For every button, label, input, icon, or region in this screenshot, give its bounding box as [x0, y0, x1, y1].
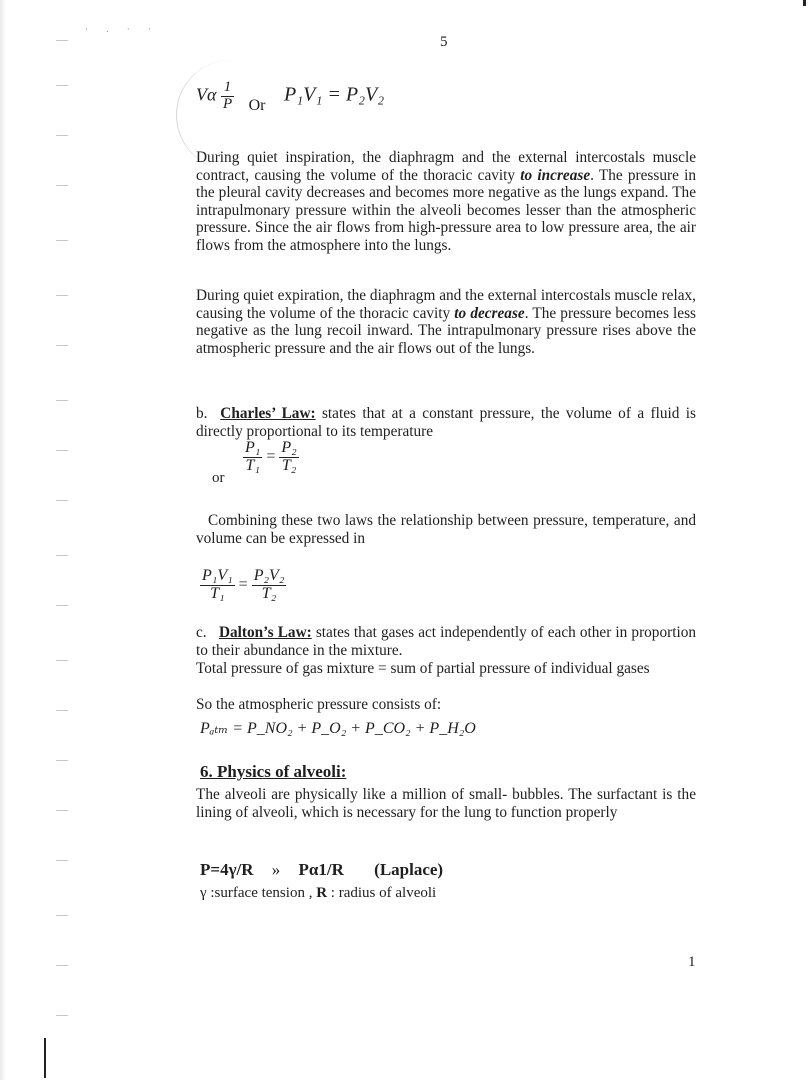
charles-law-paragraph: b. Charles’ Law: states that at a constant pressure, the volume of a fluid is directly proportional to its temperature [196, 405, 696, 440]
emphasis-increase: to increase [520, 166, 591, 184]
margin-mark [56, 240, 68, 241]
dalton-law-heading: Dalton’s Law: [218, 624, 312, 641]
margin-mark [56, 965, 68, 966]
laplace-formula: P=4γ/R [200, 860, 254, 879]
alveoli-paragraph: The alveoli are physically like a million of small- bubbles. The surfactant is the lining of alveoli, which is necessary for the lung to function properly [196, 786, 696, 821]
page-number: 5 [440, 34, 448, 50]
margin-mark [56, 710, 68, 711]
margin-mark [56, 450, 68, 451]
combined-gas-equation: $\frac{\text{P₁V₁}}{\text{T₁}}$ = $\frac{\text{P₂V₂}}{\text{T₂}}$ [202, 567, 285, 602]
margin-mark [56, 860, 68, 861]
total-pressure-paragraph: Total pressure of gas mixture = sum of partial pressure of individual gases [196, 660, 650, 677]
dalton-law-paragraph: c. Dalton’s Law: states that gases act independently of each other in proportion to their abundance in the mixture. [196, 624, 696, 659]
margin-mark [56, 40, 68, 41]
margin-mark [56, 555, 68, 556]
footer-page-number: 1 [688, 954, 696, 970]
margin-mark [56, 605, 68, 606]
boyle-equation: P₁V₁ = P₂V₂ [284, 83, 385, 106]
margin-mark [56, 135, 68, 136]
laplace-legend: γ :surface tension , R : radius of alveoli [200, 885, 437, 901]
margin-mark [56, 345, 68, 346]
charles-law-heading: Charles’ Law: [220, 405, 316, 422]
v-alpha: Vα [196, 84, 217, 105]
laplace-law [200, 860, 443, 880]
scan-edge [0, 0, 6, 1080]
binding-mark [44, 1038, 46, 1078]
combining-paragraph: Combining these two laws the relationship between pressure, temperature, and volume can be expressed in [196, 512, 696, 547]
margin-mark [56, 85, 68, 86]
or-word: Or [248, 97, 266, 115]
arrow-symbol: » [271, 860, 281, 879]
section-6-title: 6. Physics of alveoli: [200, 762, 347, 781]
margin-mark [56, 810, 68, 811]
or-label: or [212, 470, 225, 486]
margin-mark [56, 185, 68, 186]
margin-mark [56, 295, 68, 296]
emphasis-decrease: to decrease [454, 304, 525, 322]
inspiration-paragraph: During quiet inspiration, the diaphragm and the external intercostals muscle contract, causing the volume of the thoracic cavity to increase. The pressure in the pleural cavity decreases and becomes more negative as the lungs expand. The intrapulmonary pressure within the alveoli becomes lesser than the atmospheric pressure. Since the air flows from high-pressure area to low pressure area, the air flows from the atmosphere into the lungs. [196, 149, 696, 254]
laplace-proportionality: Pα1/R [298, 860, 344, 879]
margin-mark [56, 500, 68, 501]
margin-mark [56, 1015, 68, 1016]
charles-equation: $\frac{\text{P₁}}{\text{T₁}}$ = $\frac{\text{P₂}}{\text{T₂}}$ [245, 439, 297, 474]
inverse-p-fraction: $\frac{1}{P}$ [222, 79, 233, 112]
scan-specks: · . · · [85, 24, 159, 34]
laplace-label: (Laplace) [374, 860, 444, 879]
margin-mark [56, 660, 68, 661]
margin-mark [56, 760, 68, 761]
dalton-equation: Pₐₜₘ = P_NO₂ + P_O₂ + P_CO₂ + P_H₂O [200, 720, 476, 737]
atmospheric-pressure-line: So the atmospheric pressure consists of: [196, 696, 442, 713]
margin-mark [56, 400, 68, 401]
boyle-formula [196, 80, 384, 120]
corner-mark [803, 0, 806, 6]
expiration-paragraph: During quiet expiration, the diaphragm and the external intercostals muscle relax, causing the volume of the thoracic cavity to decrease. The pressure becomes less negative as the lung recoil inward. The intrapulmonary pressure rises above the atmospheric pressure and the air flows out of the lungs. [196, 287, 696, 357]
margin-mark [56, 915, 68, 916]
